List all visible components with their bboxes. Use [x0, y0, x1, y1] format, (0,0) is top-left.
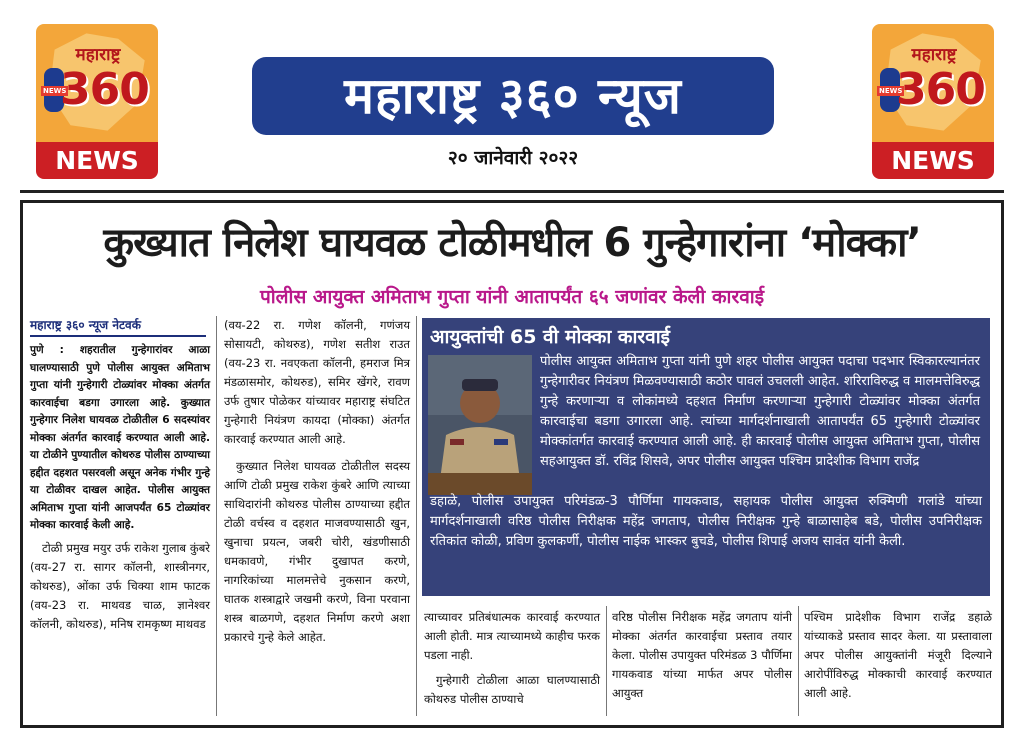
- logo-number: 360: [60, 64, 149, 115]
- paragraph: पश्चिम प्रादेशीक विभाग राजेंद्र डहाळे यांच्याकडे प्रस्ताव सादर केला. या प्रस्तावाला अपर पोलीस आयुक्तांनी मंजूरी दिल्याने आरोपींविरुद्ध मोक्काची कारवाई करण्यात आली आहे.: [804, 610, 992, 700]
- paragraph: वरिष्ठ पोलीस निरीक्षक महेंद्र जगताप यांनी मोक्का अंतर्गत कारवाईचा प्रस्ताव तयार केला. पोलीस उपायुक्त परिमंडळ 3 पौर्णिमा गायकवाड यांच्या मार्फत अपर पोलीस आयुक्त: [612, 610, 792, 700]
- box-title: आयुक्तांची 65 वी मोक्का कारवाई: [430, 326, 670, 348]
- subheadline: पोलीस आयुक्त अमिताभ गुप्ता यांनी आतापर्यंत ६५ जणांवर केली कारवाई: [259, 286, 765, 308]
- byline-divider: [30, 335, 206, 337]
- article-column-5: [804, 608, 992, 703]
- paragraph: त्याच्यावर प्रतिबंधात्मक कारवाई करण्यात आली होती. मात्र त्याच्यामध्ये काहीच फरक पडला नाही.: [424, 610, 600, 662]
- commissioner-photo: [428, 355, 532, 495]
- masthead-title: महाराष्ट्र ३६० न्यूज: [252, 57, 774, 135]
- article-column-3: [424, 608, 600, 709]
- column-divider: [216, 316, 217, 716]
- logo-news-label: NEWS: [872, 142, 994, 179]
- person-icon: [428, 355, 532, 495]
- column-divider: [798, 606, 799, 716]
- article-column-2: [224, 316, 410, 647]
- lead-paragraph: पुणे : शहरातील गुन्हेगारांवर आळा घालण्यासाठी पुणे पोलीस आयुक्त अमिताभ गुप्ता यांनी गुन्हेगारी टोळ्यांवर मोक्का अंतर्गत कारवाईचा बडगा उगारला आहे. कुख्यात गुन्हेगार निलेश घायवळ टोळीतील 6 सदस्यांवर मोक्का अंतर्गत कारवाई करण्यात आली आहे. या टोळीने पुण्यातील कोथरुड पोलीस ठाण्याच्या हद्दीत दहशत पसरवली असून अनेक गंभीर गुन्हे या टोळीवर दाखल आहेत. पोलीस आयुक्त अमिताभ गुप्ता यांनी आजपर्यंत 65 टोळ्यांवर मोक्का कारवाई केली आहे.: [30, 344, 210, 531]
- paragraph: टोळी प्रमुख मयुर उर्फ राकेश गुलाब कुंबरे (वय-27 रा. सागर कॉलनी, शास्त्रीनगर, कोथरुड), ओंका उर्फ चिक्या शाम फाटक (वय-23 रा. माथवड चाळ, ज्ञानेश्वर कॉलनी, कोथरुड), मनिष रामकृष्ण माथवड: [30, 540, 210, 631]
- paragraph: (वय-22 रा. गणेश कॉलनी, गणंजय सोसायटी, कोथरुड), गणेश सतीश राउत (वय-23 रा. नवएकता कॉलनी, हमराज मित्र मंडळासमोर, कोथरुड), समिर खेंगरे, रावण उर्फ तुषार पोळेकर यांच्यावर महाराष्ट्र संघटित गुन्हेगारी नियंत्रण कायदा (मोक्का) अंतर्गत कारवाई करण्यात आली आहे.: [224, 318, 410, 446]
- logo-news-label: NEWS: [36, 142, 158, 179]
- logo-mic-tag: NEWS: [879, 87, 903, 95]
- issue-date: २० जानेवारी २०२२: [447, 147, 579, 169]
- logo-right: [872, 24, 994, 179]
- logo-state-name: महाराष्ट्र: [75, 45, 121, 65]
- logo-number: 360: [896, 64, 985, 115]
- box-text-side: पोलीस आयुक्त अमिताभ गुप्ता यांनी पुणे शहर पोलीस आयुक्त पदाचा पदभार स्विकारल्यानंतर गुन्हेगारीवर नियंत्रण मिळवण्यासाठी कठोर पावलं उचलली आहेत. शरिराविरुद्ध व मालमत्तेविरुद्ध गुन्हे करणाऱ्या व लोकांमध्ये दहशत निर्माण करणाऱ्या गुन्हेगारी टोळ्यांवर मोक्का अंतर्गत कारवाईचा बडगा उगारला आहे. त्यांच्या मार्गदर्शनाखाली आतापर्यंत 65 गुन्हेगारी टोळ्यांवर मोक्कांतर्गत कारवाई करण्यात आली आहे. ही कारवाई पोलीस आयुक्त अमिताभ गुप्ता, पोलीस सहआयुक्त डॉ. रविंद्र शिसवे, अपर पोलीस आयुक्त पश्चिम प्रादेशीक विभाग राजेंद्र: [540, 354, 980, 469]
- logo-state-name: महाराष्ट्र: [911, 45, 957, 65]
- logo-left: [36, 24, 158, 179]
- headline: कुख्यात निलेश घायवळ टोळीमधील 6 गुन्हेगारांना ‘मोक्का’: [103, 220, 921, 266]
- article-column-1: [30, 342, 210, 634]
- paragraph: गुन्हेगारी टोळीला आळा घालण्यासाठी कोथरुड पोलीस ठाण्याचे: [424, 673, 600, 706]
- logo-mic-tag: NEWS: [43, 87, 67, 95]
- column-divider: [606, 606, 607, 716]
- paragraph: कुख्यात निलेश घायवळ टोळीतील सदस्य आणि टोळी प्रमुख राकेश कुंबरे आणि त्याच्या साथिदारांनी कोथरुड पोलीस ठाण्याच्या हद्दीत टोळी वर्चस्व व दहशत माजवण्यासाठी खुन, खुनाचा प्रयत्न, जबरी चोरी, खंडणीसाठी धमकावणे, गंभीर दुखापत करणे, नागरिकांच्या मालमत्तेचे नुकसान करणे, घातक शस्त्राद्वारे जखमी करणे, विना परवाना शस्त्र बाळगणे, दहशत निर्माण करणे अशा प्रकारचे गुन्हे केले आहेत.: [224, 459, 410, 644]
- byline: महाराष्ट्र ३६० न्यूज नेटवर्क: [30, 318, 141, 332]
- column-divider: [416, 316, 417, 716]
- article-column-4: [612, 608, 792, 703]
- masthead-divider: [20, 190, 1004, 193]
- box-text-full: डहाळे, पोलीस उपायुक्त परिमंडळ-3 पौर्णिमा गायकवाड, सहायक पोलीस आयुक्त रुक्मिणी गलांडे यांच्या मार्गदर्शनाखाली वरिष्ठ पोलीस निरीक्षक महेंद्र जगताप, पोलीस निरीक्षक गुन्हे बाळासाहेब बडे, पोलीस उपनिरीक्षक रतिकांत कोळी, प्रविण कुलकर्णी, पोलीस नाईक भास्कर बुचडे, पोलीस शिपाई अजय सावंत यांनी केली.: [430, 494, 982, 549]
